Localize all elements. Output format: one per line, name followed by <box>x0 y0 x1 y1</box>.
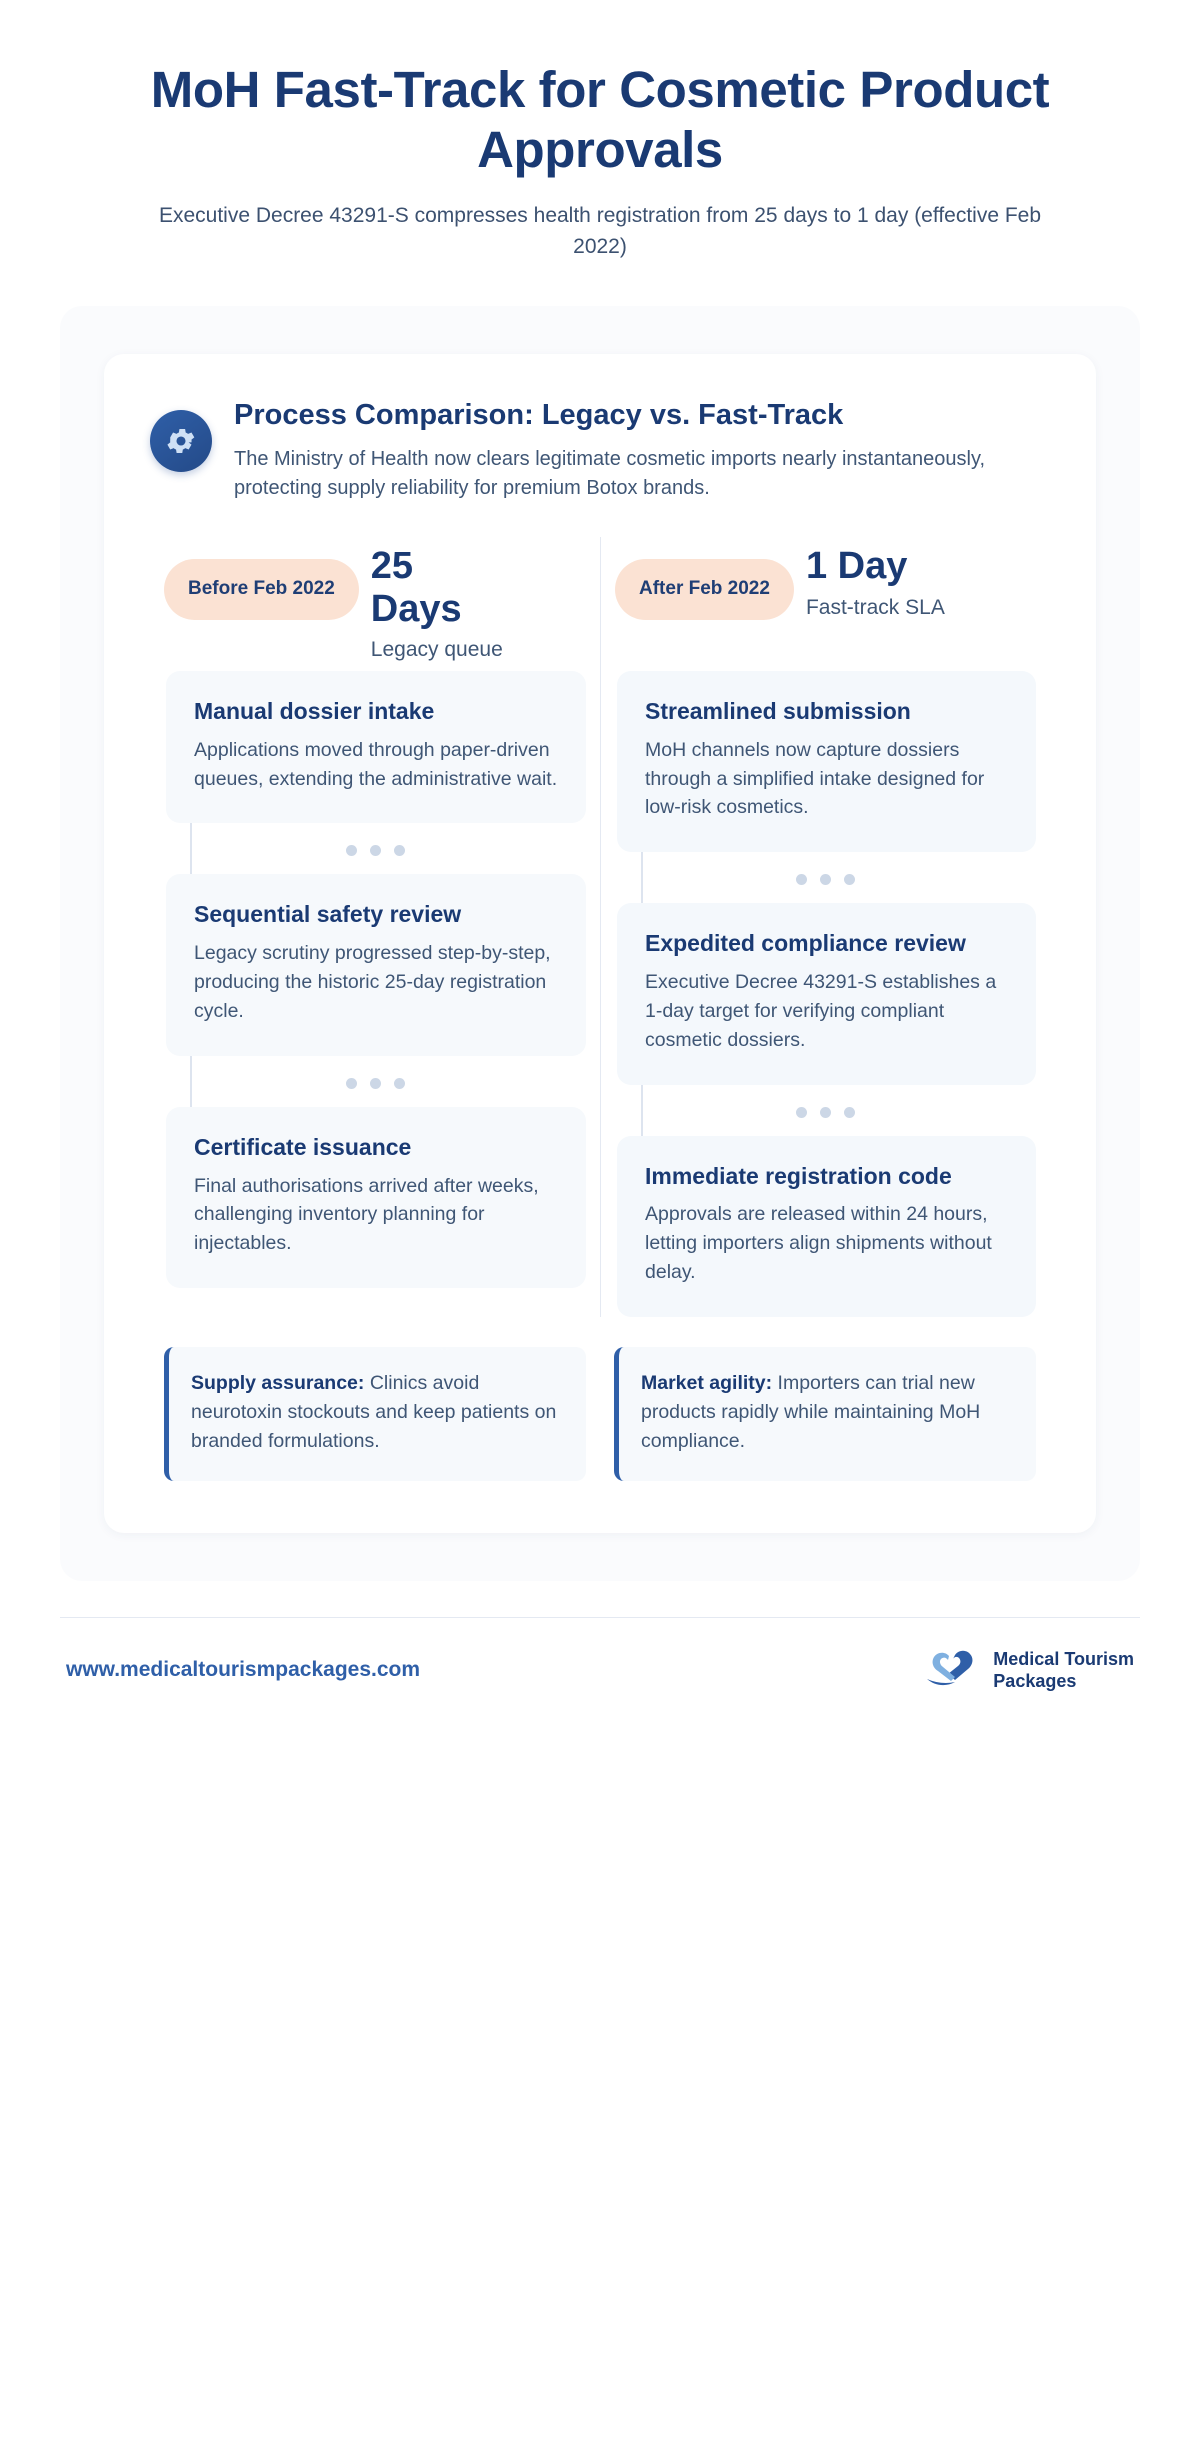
step-title: Immediate registration code <box>645 1162 952 1189</box>
steps-before <box>164 671 586 1288</box>
step-card <box>617 671 1036 852</box>
header <box>50 0 1150 262</box>
step-card <box>166 1107 586 1288</box>
section-description: The Ministry of Health now clears legitimate cosmetic imports nearly instantaneously, protecting supply reliability for premium Botox brands. <box>234 447 986 499</box>
dot-icon <box>346 1078 357 1089</box>
takeaway-before-wrap <box>150 1347 600 1481</box>
steps-after <box>615 671 1036 1317</box>
column-header-before <box>164 537 586 665</box>
step-title: Expedited compliance review <box>645 930 966 957</box>
step-title: Sequential safety review <box>194 901 462 928</box>
section-header <box>150 398 1050 503</box>
step-separator-dots <box>615 1085 1036 1136</box>
step-card <box>166 671 586 823</box>
brand-name <box>993 1648 1134 1693</box>
step-separator-dots <box>615 852 1036 903</box>
comparison-panel <box>104 354 1096 1533</box>
brand-name-line1: Medical Tourism <box>993 1648 1134 1669</box>
step-description: Executive Decree 43291-S establishes a 1-day target for verifying compliant cosmetic dossiers. <box>645 971 997 1051</box>
step-separator-dots <box>164 823 586 874</box>
takeaway-after <box>614 1347 1036 1481</box>
dot-icon <box>844 874 855 885</box>
column-after <box>600 537 1050 1317</box>
step-description: Applications moved through paper-driven queues, extending the administrative wait. <box>194 738 558 790</box>
content-card <box>60 306 1140 1581</box>
dot-icon <box>346 845 357 856</box>
dot-icon <box>820 874 831 885</box>
section-title: Process Comparison: Legacy vs. Fast-Track <box>234 399 844 432</box>
takeaway-text: Importers can trial new products rapidly while maintaining MoH compliance. <box>641 1371 981 1453</box>
step-description: Approvals are released within 24 hours, letting importers align shipments without delay. <box>645 1203 992 1284</box>
page-subtitle: Executive Decree 43291-S compresses health registration from 25 days to 1 day (effective Feb 2022) <box>158 204 1042 258</box>
metric-label-after: Fast-track SLA <box>805 595 945 619</box>
gear-icon <box>150 410 212 472</box>
metric-value-after: 1 Day <box>805 544 908 587</box>
step-card <box>166 874 586 1055</box>
dot-icon <box>394 1078 405 1089</box>
step-description: Final authorisations arrived after weeks, challenging inventory planning for injectables. <box>194 1174 539 1255</box>
heart-logo-icon <box>925 1649 981 1692</box>
dot-icon <box>820 1107 831 1118</box>
brand-name-line2: Packages <box>993 1671 1077 1692</box>
dot-icon <box>796 1107 807 1118</box>
step-separator-dots <box>164 1056 586 1107</box>
step-card <box>617 1136 1036 1317</box>
period-badge-after: After Feb 2022 <box>615 559 794 620</box>
step-description: MoH channels now capture dossiers through a simplified intake designed for low-risk cosmetics. <box>645 738 985 819</box>
dot-icon <box>844 1107 855 1118</box>
step-title: Streamlined submission <box>645 697 911 724</box>
column-header-after <box>615 537 1036 665</box>
dot-icon <box>394 845 405 856</box>
takeaways <box>150 1347 1050 1481</box>
step-title: Manual dossier intake <box>194 697 435 724</box>
dot-icon <box>796 874 807 885</box>
takeaway-before <box>164 1347 586 1481</box>
column-before <box>150 537 600 1317</box>
brand-logo <box>925 1648 1134 1693</box>
takeaway-text: Clinics avoid neurotoxin stockouts and keep patients on branded formulations. <box>191 1371 557 1453</box>
takeaway-after-wrap <box>600 1347 1050 1481</box>
page-title: MoH Fast-Track for Cosmetic Product Approvals <box>150 61 1050 178</box>
comparison-columns <box>150 537 1050 1317</box>
footer-website-link[interactable]: www.medicaltourismpackages.com <box>66 1658 421 1682</box>
step-description: Legacy scrutiny progressed step-by-step, producing the historic 25-day registration cycle. <box>194 942 551 1022</box>
takeaway-label: Supply assurance: <box>191 1371 365 1394</box>
dot-icon <box>370 845 381 856</box>
step-card <box>617 903 1036 1084</box>
metric-value-before: 25 Days <box>370 544 462 630</box>
metric-label-before: Legacy queue <box>370 638 503 662</box>
takeaway-label: Market agility: <box>641 1371 773 1394</box>
footer <box>60 1617 1140 1733</box>
step-title: Certificate issuance <box>194 1133 412 1160</box>
period-badge-before: Before Feb 2022 <box>164 559 359 620</box>
dot-icon <box>370 1078 381 1089</box>
